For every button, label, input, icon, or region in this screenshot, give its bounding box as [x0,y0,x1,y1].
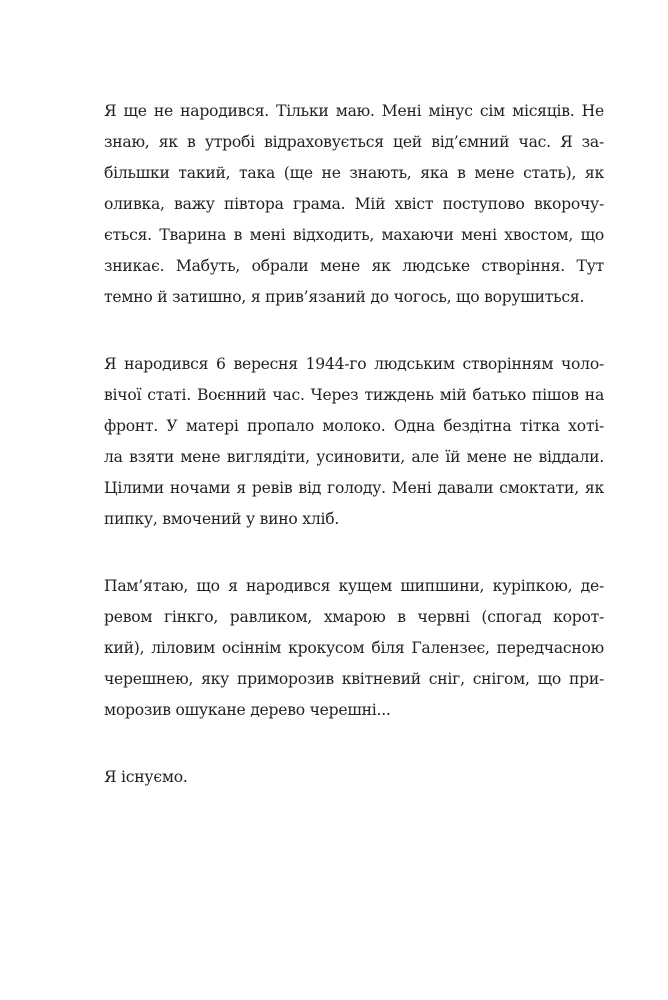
text-line: ревом гінкго, равликом, хмарою в червні (спогад корот- [104,608,604,626]
paragraph-4 [104,762,604,793]
text-line: оливка, важу півтора грама. Мій хвіст поступово вкорочу- [104,195,604,213]
text-line: вічої статі. Воєнний час. Через тиждень мій батько пішов на [104,386,604,404]
text-line: пипку, вмочений у вино хліб. [104,510,340,528]
text-line: ється. Тварина в мені відходить, махаючи мені хвостом, що [104,226,604,244]
paragraph-3 [104,571,604,726]
paragraph-2 [104,349,604,535]
text-line: черешнею, яку приморозив квітневий сніг, снігом, що при- [104,670,604,688]
text-line: більшки такий, така (ще не знають, яка в мене стать), як [104,164,604,182]
text-line: фронт. У матері пропало молоко. Одна бездітна тітка хоті- [104,417,604,435]
text-line: Я існуємо. [104,768,188,786]
text-line: Я народився 6 вересня 1944-го людським створінням чоло- [104,355,604,373]
text-line: Я ще не народився. Тільки маю. Мені мінус сім місяців. Не [104,102,604,120]
text-line: кий), ліловим осіннім крокусом біля Галензеє, передчасною [104,639,604,657]
text-line: темно й затишно, я прив’язаний до чогось, що ворушиться. [104,288,585,306]
text-line: морозив ошукане дерево черешні... [104,701,391,719]
body-text [104,96,604,829]
text-line: ла взяти мене виглядіти, усиновити, але їй мене не віддали. [104,448,604,466]
text-line: знаю, як в утробі відраховується цей від’ємний час. Я за- [104,133,604,151]
text-line: Цілими ночами я ревів від голоду. Мені давали смоктати, як [104,479,604,497]
text-line: зникає. Мабуть, обрали мене як людське створіння. Тут [104,257,604,275]
paragraph-1 [104,96,604,313]
text-line: Пам’ятаю, що я народився кущем шипшини, куріпкою, де- [104,577,604,595]
